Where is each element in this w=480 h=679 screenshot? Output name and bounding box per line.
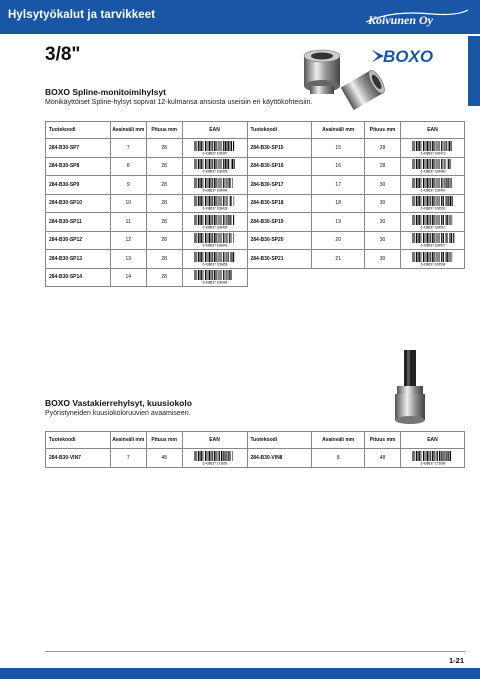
- col-size: Avainväli mm: [110, 432, 146, 449]
- product-code: 284-B30-SP10: [46, 194, 111, 213]
- ean-number: 6 438637 108404: [202, 188, 227, 192]
- section2-title: BOXO Vastakierrehylsyt, kuusiokolo: [45, 398, 192, 408]
- barcode: [408, 451, 458, 465]
- product-code: 284-B30-SP19: [247, 213, 312, 232]
- barcode: [190, 252, 240, 266]
- ean-cell: [182, 268, 247, 287]
- section1-title: BOXO Spline-monitoimihylsyt: [45, 87, 166, 97]
- key-size: 14: [110, 268, 146, 287]
- barcode: [190, 270, 240, 284]
- key-size: 21: [312, 250, 365, 269]
- koivunen-logo: [362, 6, 472, 30]
- table-row: [46, 157, 465, 176]
- ean-cell: [182, 139, 247, 158]
- barcode: [190, 196, 240, 210]
- section1-description: Monikäyttöiset Spline-hylsyt sopivat 12-kulmansa ansiosta useisiin eri käyttökohteisiin.: [45, 99, 313, 106]
- ean-number: 6 438637 108510: [420, 225, 445, 229]
- ean-number: 6 438637 173692: [202, 461, 227, 465]
- table-row: [46, 449, 465, 468]
- product-code: 284-B30-SP20: [247, 231, 312, 250]
- key-size: 10: [110, 194, 146, 213]
- ean-number: 6 438637 108466: [202, 280, 227, 285]
- table-row: [46, 213, 465, 232]
- barcode: [408, 159, 458, 173]
- bottom-banner: [0, 668, 480, 679]
- col-length: Pituus mm: [146, 122, 182, 139]
- table-row: [46, 231, 465, 250]
- ean-number: 6 438637 173699: [420, 461, 445, 465]
- ean-cell: [182, 231, 247, 250]
- ean-cell: [401, 194, 465, 213]
- barcode: [190, 451, 240, 465]
- col-code: Tuotekoodi: [46, 432, 111, 449]
- key-size: 9: [110, 176, 146, 195]
- page-heading: 3/8": [45, 44, 81, 65]
- page-number: 1-21: [448, 656, 464, 665]
- length: 48: [146, 449, 182, 468]
- product-code: 284-B30-SP11: [46, 213, 111, 232]
- barcode: [408, 233, 458, 247]
- ean-number: 6 438637 108473: [420, 151, 445, 155]
- product-code: 284-B30-SP8: [46, 157, 111, 176]
- key-size: 18: [312, 194, 365, 213]
- ean-number: 6 438637 108442: [202, 243, 227, 248]
- length: 28: [146, 194, 182, 213]
- col-ean: EAN: [182, 432, 247, 449]
- barcode: [190, 141, 240, 155]
- col-length: Pituus mm: [365, 122, 401, 139]
- hex-bit-socket-photo: [385, 348, 435, 428]
- catalog-section-title: Hylsytyökalut ja tarvikkeet: [8, 9, 156, 21]
- length: 28: [146, 250, 182, 269]
- ean-cell: [401, 213, 465, 232]
- length: 28: [365, 139, 401, 158]
- ean-cell: [182, 250, 247, 269]
- product-code: 284-B30-SP12: [46, 231, 111, 250]
- key-size: 15: [312, 139, 365, 158]
- product-code: 284-B30-SP14: [46, 268, 111, 287]
- ean-cell: [401, 176, 465, 195]
- ean-cell: [401, 250, 465, 269]
- ean-cell: [401, 231, 465, 250]
- col-length: Pituus mm: [365, 432, 401, 449]
- footer-divider: [45, 651, 465, 652]
- table-row: [46, 194, 465, 213]
- ean-number: 6 438637 108397: [202, 151, 227, 155]
- length: 30: [365, 213, 401, 232]
- key-size: 8: [110, 157, 146, 176]
- product-code: 284-B30-SP13: [46, 250, 111, 269]
- table-row: [46, 268, 465, 287]
- col-length: Pituus mm: [146, 432, 182, 449]
- ean-cell: [182, 213, 247, 232]
- empty-cell: [312, 268, 365, 287]
- ean-number: 6 438637 108497: [420, 188, 445, 192]
- length: 28: [146, 139, 182, 158]
- product-code: 284-B30-SP9: [46, 176, 111, 195]
- barcode: [190, 178, 240, 192]
- boxo-logo-text: BOXO: [383, 47, 434, 66]
- col-ean: EAN: [182, 122, 247, 139]
- col-code: Tuotekoodi: [247, 432, 312, 449]
- barcode: [408, 215, 458, 229]
- ean-number: 6 438637 108480: [420, 169, 445, 174]
- ean-cell: [182, 157, 247, 176]
- col-code: Tuotekoodi: [247, 122, 312, 139]
- key-size: 8: [312, 449, 365, 468]
- table-header-row: [46, 122, 465, 139]
- col-size: Avainväli mm: [312, 432, 365, 449]
- key-size: 13: [110, 250, 146, 269]
- product-code: 284-B30-SP16: [247, 157, 312, 176]
- length: 30: [365, 231, 401, 250]
- hex-socket-table: [45, 431, 465, 468]
- ean-number: 6 438637 108527: [420, 243, 445, 248]
- barcode: [190, 233, 240, 247]
- key-size: 11: [110, 213, 146, 232]
- ean-cell: [182, 449, 247, 468]
- length: 30: [365, 250, 401, 269]
- ean-number: 6 438637 108459: [202, 262, 227, 266]
- length: 28: [146, 157, 182, 176]
- product-code: 284-B30-SP7: [46, 139, 111, 158]
- key-size: 19: [312, 213, 365, 232]
- length: 28: [146, 213, 182, 232]
- ean-number: 6 438637 108435: [202, 225, 227, 229]
- length: 48: [365, 449, 401, 468]
- length: 28: [146, 268, 182, 287]
- length: 28: [146, 231, 182, 250]
- empty-cell: [365, 268, 401, 287]
- ean-cell: [401, 449, 465, 468]
- empty-cell: [247, 268, 312, 287]
- ean-cell: [182, 176, 247, 195]
- product-code: 284-B30-VIN8: [247, 449, 312, 468]
- brand-text: Koivunen Oy: [368, 13, 434, 27]
- key-size: 7: [110, 139, 146, 158]
- ean-number: 6 438637 108503: [420, 206, 445, 211]
- ean-number: 6 438637 108428: [202, 206, 227, 211]
- spline-socket-table: [45, 121, 465, 287]
- ean-cell: [401, 139, 465, 158]
- ean-cell: [401, 157, 465, 176]
- length: 30: [365, 194, 401, 213]
- key-size: 17: [312, 176, 365, 195]
- table-row: [46, 250, 465, 269]
- key-size: 12: [110, 231, 146, 250]
- col-ean: EAN: [401, 122, 465, 139]
- top-banner: [0, 0, 480, 34]
- barcode: [190, 159, 240, 173]
- product-code: 284-B30-SP17: [247, 176, 312, 195]
- barcode: [408, 178, 458, 192]
- table-row: [46, 139, 465, 158]
- length: 28: [365, 157, 401, 176]
- section2-description: Pyöristyneiden kuusiokoloruuvien avaamiseen.: [45, 410, 191, 417]
- col-code: Tuotekoodi: [46, 122, 111, 139]
- key-size: 7: [110, 449, 146, 468]
- col-size: Avainväli mm: [110, 122, 146, 139]
- ean-number: 6 438637 108359: [202, 169, 227, 174]
- chapter-tab: [468, 36, 480, 106]
- product-code: 284-B30-SP21: [247, 250, 312, 269]
- barcode: [190, 215, 240, 229]
- product-code: 284-B30-SP18: [247, 194, 312, 213]
- product-code: 284-B30-VIN7: [46, 449, 111, 468]
- key-size: 20: [312, 231, 365, 250]
- col-size: Avainväli mm: [312, 122, 365, 139]
- product-code: 284-B30-SP15: [247, 139, 312, 158]
- ean-number: 6 438637 108534: [420, 262, 445, 266]
- barcode: [408, 252, 458, 266]
- key-size: 16: [312, 157, 365, 176]
- col-ean: EAN: [401, 432, 465, 449]
- length: 30: [365, 176, 401, 195]
- barcode: [408, 141, 458, 155]
- length: 28: [146, 176, 182, 195]
- ean-cell: [182, 194, 247, 213]
- barcode: [408, 196, 458, 210]
- empty-cell: [401, 268, 465, 287]
- table-row: [46, 176, 465, 195]
- table-header-row: [46, 432, 465, 449]
